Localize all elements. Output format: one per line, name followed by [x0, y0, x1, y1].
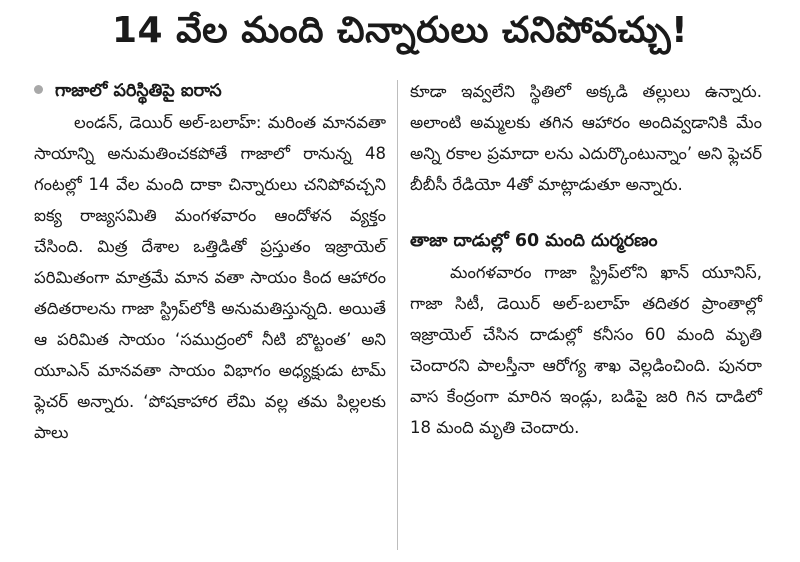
column-divider	[397, 80, 398, 550]
left-paragraph: లండన్, డెయిర్ అల్-బలాహ్: మరింత మానవతా సాయాన్ని అనుమతించకపోతే గాజాలో రానున్న 48 గంటల్లో 14 వేల మంది దాకా చిన్నారులు చనిపోవచ్చని ఐక్య రాజ్యసమితి మంగళవారం ఆందోళన వ్యక్తం చేసింది. మిత్ర దేశాల ఒత్తిడితో ప్రస్తుతం ఇజ్రాయెల్ పరిమితంగా మాత్రమే మాన వతా సాయం కింద ఆహారం తదితరాలను గాజా స్ట్రిప్‌లోకి అనుమతిస్తున్నది. అయితే ఆ పరిమిత సాయం ‘సముద్రంలో నీటి బొట్టంత’ అని యూఎన్ మానవతా సాయం విభాగం అధ్యక్షుడు టామ్ ఫ్లెచర్ అన్నారు. ‘పోషకాహార లేమి వల్ల తమ పిల్లలకు పాలు	[34, 113, 386, 442]
left-column	[34, 76, 386, 448]
left-subheading-text: గాజాలో పరిస్థితిపై ఐరాస	[55, 81, 222, 101]
right-paragraph: మంగళవారం గాజా స్ట్రిప్‌లోని ఖాన్ యూనిస్, గాజా సిటీ, డెయిర్ అల్-బలాహ్ తదితర ప్రాంతాల్లో ఇజ్రాయెల్ చేసిన దాడుల్లో కనీసం 60 మంది మృతి చెందారని పాలస్తీనా ఆరోగ్య శాఖ వెల్లడించింది. పునరా వాస కేంద్రంగా మారిన ఇండ్లు, బడిపై జరి గిన దాడిలో 18 మంది మృతి చెందారు.	[410, 263, 762, 437]
headline: 14 వేల మంది చిన్నారులు చనిపోవచ్చు!	[111, 10, 689, 51]
right-continuation: కూడా ఇవ్వలేని స్థితిలో అక్కడి తల్లులు ఉన్నారు. అలాంటి అమ్మలకు తగిన ఆహారం అందివ్వడానికి మేం అన్ని రకాల ప్రమాదా లను ఎదుర్కొంటున్నాం’ అని ఫ్లెచర్ బీబీసీ రేడియో 4తో మాట్లాడుతూ అన్నారు.	[410, 82, 762, 194]
left-subheading	[34, 76, 386, 107]
bullet-icon	[34, 85, 43, 94]
right-column	[410, 76, 762, 443]
right-subheading: తాజా దాడుల్లో 60 మంది దుర్మరణం	[410, 231, 658, 251]
